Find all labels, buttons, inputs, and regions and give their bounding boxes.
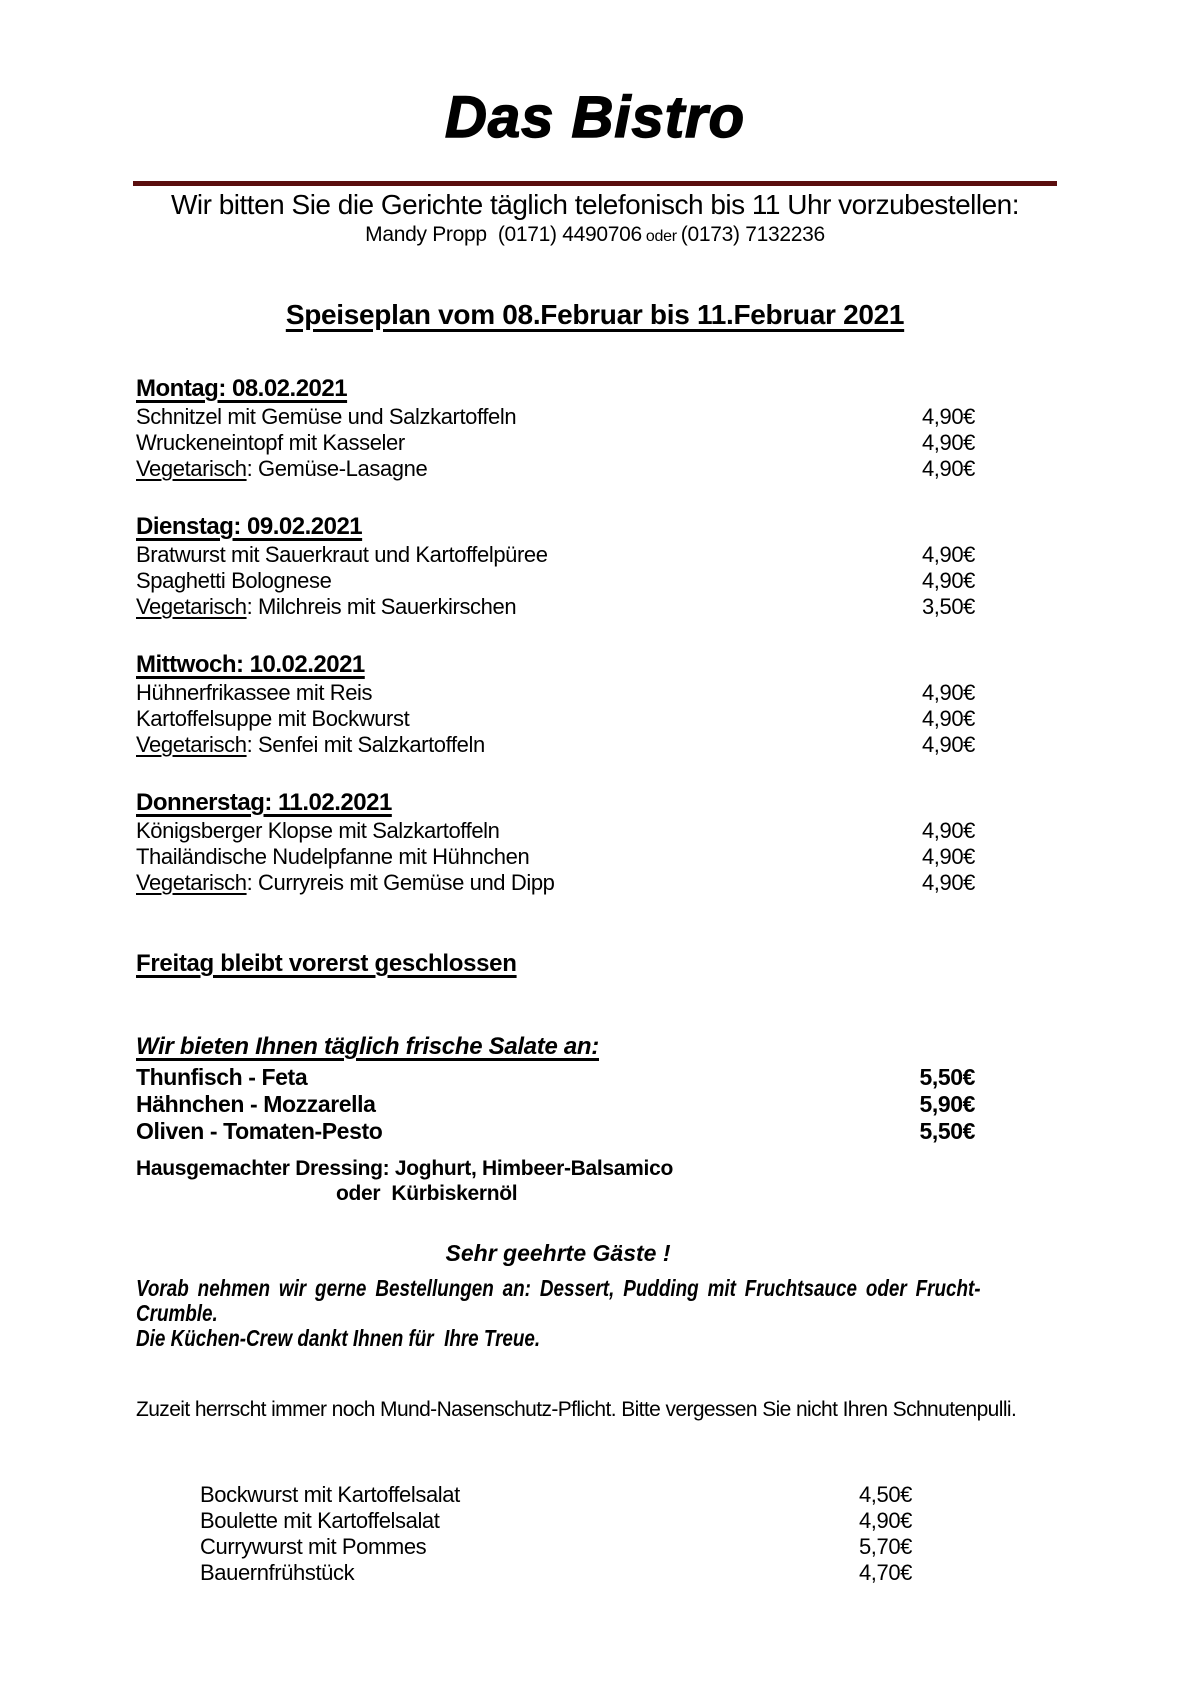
day-section	[136, 374, 975, 512]
item-price: 4,70€	[858, 1560, 912, 1585]
salads-list	[136, 1064, 975, 1145]
item-price: 4,90€	[921, 706, 975, 731]
menu-item-row	[200, 1482, 912, 1508]
dish-name-wrap	[136, 542, 548, 568]
day-heading: Montag: 08.02.2021	[136, 375, 348, 402]
menu-item-row	[200, 1508, 912, 1534]
contact-line	[0, 223, 1190, 247]
dish-name-wrap	[136, 732, 485, 758]
item-price: 4,90€	[921, 818, 975, 843]
dish-name-wrap	[136, 404, 516, 430]
dish-name-wrap	[136, 430, 405, 456]
dish-name-wrap	[136, 456, 427, 482]
dish-name-wrap	[200, 1482, 460, 1508]
mask-notice: Zuzeit herrscht immer noch Mund-Nasenschutz-Pflicht. Bitte vergessen Sie nicht Ihren Schnutenpulli.	[136, 1398, 1017, 1421]
preorder-text: Vorab nehmen wir gerne Bestellungen an: Dessert, Pudding mit Fruchtsauce oder Frucht-Crumble.	[136, 1275, 981, 1326]
menu-item-row	[136, 568, 975, 594]
dish-name: Boulette mit Kartoffelsalat	[200, 1508, 440, 1533]
menu-item-row	[136, 430, 975, 456]
contact-oder-label: oder	[645, 228, 677, 245]
plan-title: Speiseplan vom 08.Februar bis 11.Februar 2021	[285, 299, 905, 330]
item-price: 5,70€	[858, 1534, 912, 1559]
menu-item-row	[136, 456, 975, 482]
dish-name-wrap	[136, 706, 409, 732]
dish-name-wrap	[136, 1118, 382, 1145]
menu-item-row	[136, 594, 975, 620]
menu-item-row	[136, 404, 975, 430]
item-price: 4,90€	[921, 844, 975, 869]
thanks-text: Die Küchen-Crew dankt Ihnen für Ihre Treue.	[136, 1325, 541, 1351]
vegetarisch-label: Vegetarisch	[136, 594, 247, 619]
vegetarisch-label: Vegetarisch	[136, 870, 247, 895]
menu-item-row	[136, 818, 975, 844]
dish-name: : Gemüse-Lasagne	[246, 456, 428, 481]
friday-closed-notice: Freitag bleibt vorerst geschlossen	[136, 950, 517, 977]
menu-item-row	[136, 706, 975, 732]
item-price: 4,90€	[858, 1508, 912, 1533]
menu-item-row	[136, 1064, 975, 1091]
dish-name: Wruckeneintopf mit Kasseler	[136, 430, 405, 455]
dish-name: Currywurst mit Pommes	[200, 1534, 427, 1559]
dressing-line2: oder Kürbiskernöl	[336, 1182, 518, 1205]
dish-name: : Curryreis mit Gemüse und Dipp	[246, 870, 555, 895]
item-price: 4,90€	[921, 870, 975, 895]
vegetarisch-label: Vegetarisch	[136, 732, 247, 757]
menu-item-row	[136, 844, 975, 870]
salads-heading: Wir bieten Ihnen täglich frische Salate an:	[136, 1033, 599, 1060]
dish-name-wrap	[136, 680, 372, 706]
restaurant-title: Das Bistro	[444, 85, 746, 150]
dish-name-wrap	[200, 1508, 439, 1534]
item-price: 4,90€	[921, 542, 975, 567]
menu-item-row	[136, 1118, 975, 1145]
day-heading: Donnerstag: 11.02.2021	[136, 789, 392, 816]
preorder-paragraph	[136, 1276, 981, 1351]
item-price: 4,90€	[921, 456, 975, 481]
day-section	[136, 650, 975, 788]
preorder-notice: Wir bitten Sie die Gerichte täglich telefonisch bis 11 Uhr vorzubestellen:	[170, 189, 1020, 220]
dish-name: Schnitzel mit Gemüse und Salzkartoffeln	[136, 404, 517, 429]
item-price: 5,90€	[919, 1091, 975, 1117]
dish-name-wrap	[136, 844, 529, 870]
menu-item-row	[200, 1534, 912, 1560]
dish-name: : Milchreis mit Sauerkirschen	[246, 594, 517, 619]
day-heading: Dienstag: 09.02.2021	[136, 513, 363, 540]
dish-name-wrap	[200, 1560, 354, 1586]
dish-name: Kartoffelsuppe mit Bockwurst	[136, 706, 410, 731]
menu-item-row	[136, 870, 975, 896]
day-section	[136, 788, 975, 926]
dish-name: Hühnerfrikassee mit Reis	[136, 680, 373, 705]
days-list	[136, 374, 975, 926]
dish-name-wrap	[136, 568, 331, 594]
item-price: 4,90€	[921, 732, 975, 757]
contact-phone2: (0173) 7132236	[680, 223, 825, 246]
dressing-line1: Hausgemachter Dressing: Joghurt, Himbeer-Balsamico	[136, 1157, 673, 1180]
day-section	[136, 512, 975, 650]
menu-item-row	[200, 1560, 912, 1586]
extras-list	[200, 1482, 912, 1586]
dish-name: Bauernfrühstück	[200, 1560, 355, 1585]
dish-name-wrap	[136, 818, 499, 844]
dish-name-wrap	[200, 1534, 426, 1560]
dish-name: Thunfisch - Feta	[136, 1064, 308, 1090]
item-price: 4,90€	[921, 430, 975, 455]
day-heading: Mittwoch: 10.02.2021	[136, 651, 365, 678]
menu-item-row	[136, 542, 975, 568]
dish-name-wrap	[136, 1091, 376, 1118]
menu-item-row	[136, 680, 975, 706]
dish-name: Bratwurst mit Sauerkraut und Kartoffelpüree	[136, 542, 548, 567]
item-price: 4,90€	[921, 404, 975, 429]
item-price: 5,50€	[919, 1064, 975, 1090]
dish-name: Thailändische Nudelpfanne mit Hühnchen	[136, 844, 530, 869]
dish-name-wrap	[136, 870, 555, 896]
dressing-note	[136, 1156, 673, 1206]
menu-item-row	[136, 1091, 975, 1118]
item-price: 4,90€	[921, 568, 975, 593]
dish-name: Bockwurst mit Kartoffelsalat	[200, 1482, 460, 1507]
dish-name: Spaghetti Bolognese	[136, 568, 332, 593]
item-price: 4,90€	[921, 680, 975, 705]
vegetarisch-label: Vegetarisch	[136, 456, 247, 481]
contact-name-phone1: Mandy Propp (0171) 4490706	[365, 223, 642, 246]
dish-name: Hähnchen - Mozzarella	[136, 1091, 376, 1117]
salads-section	[136, 1032, 975, 1145]
item-price: 5,50€	[919, 1118, 975, 1144]
dish-name: Königsberger Klopse mit Salzkartoffeln	[136, 818, 500, 843]
item-price: 3,50€	[921, 594, 975, 619]
dish-name-wrap	[136, 594, 516, 620]
dish-name: : Senfei mit Salzkartoffeln	[246, 732, 485, 757]
divider-rule	[133, 181, 1057, 186]
dish-name: Oliven - Tomaten-Pesto	[136, 1118, 383, 1144]
item-price: 4,50€	[858, 1482, 912, 1507]
dish-name-wrap	[136, 1064, 307, 1091]
menu-item-row	[136, 732, 975, 758]
guest-salutation: Sehr geehrte Gäste !	[445, 1240, 671, 1266]
